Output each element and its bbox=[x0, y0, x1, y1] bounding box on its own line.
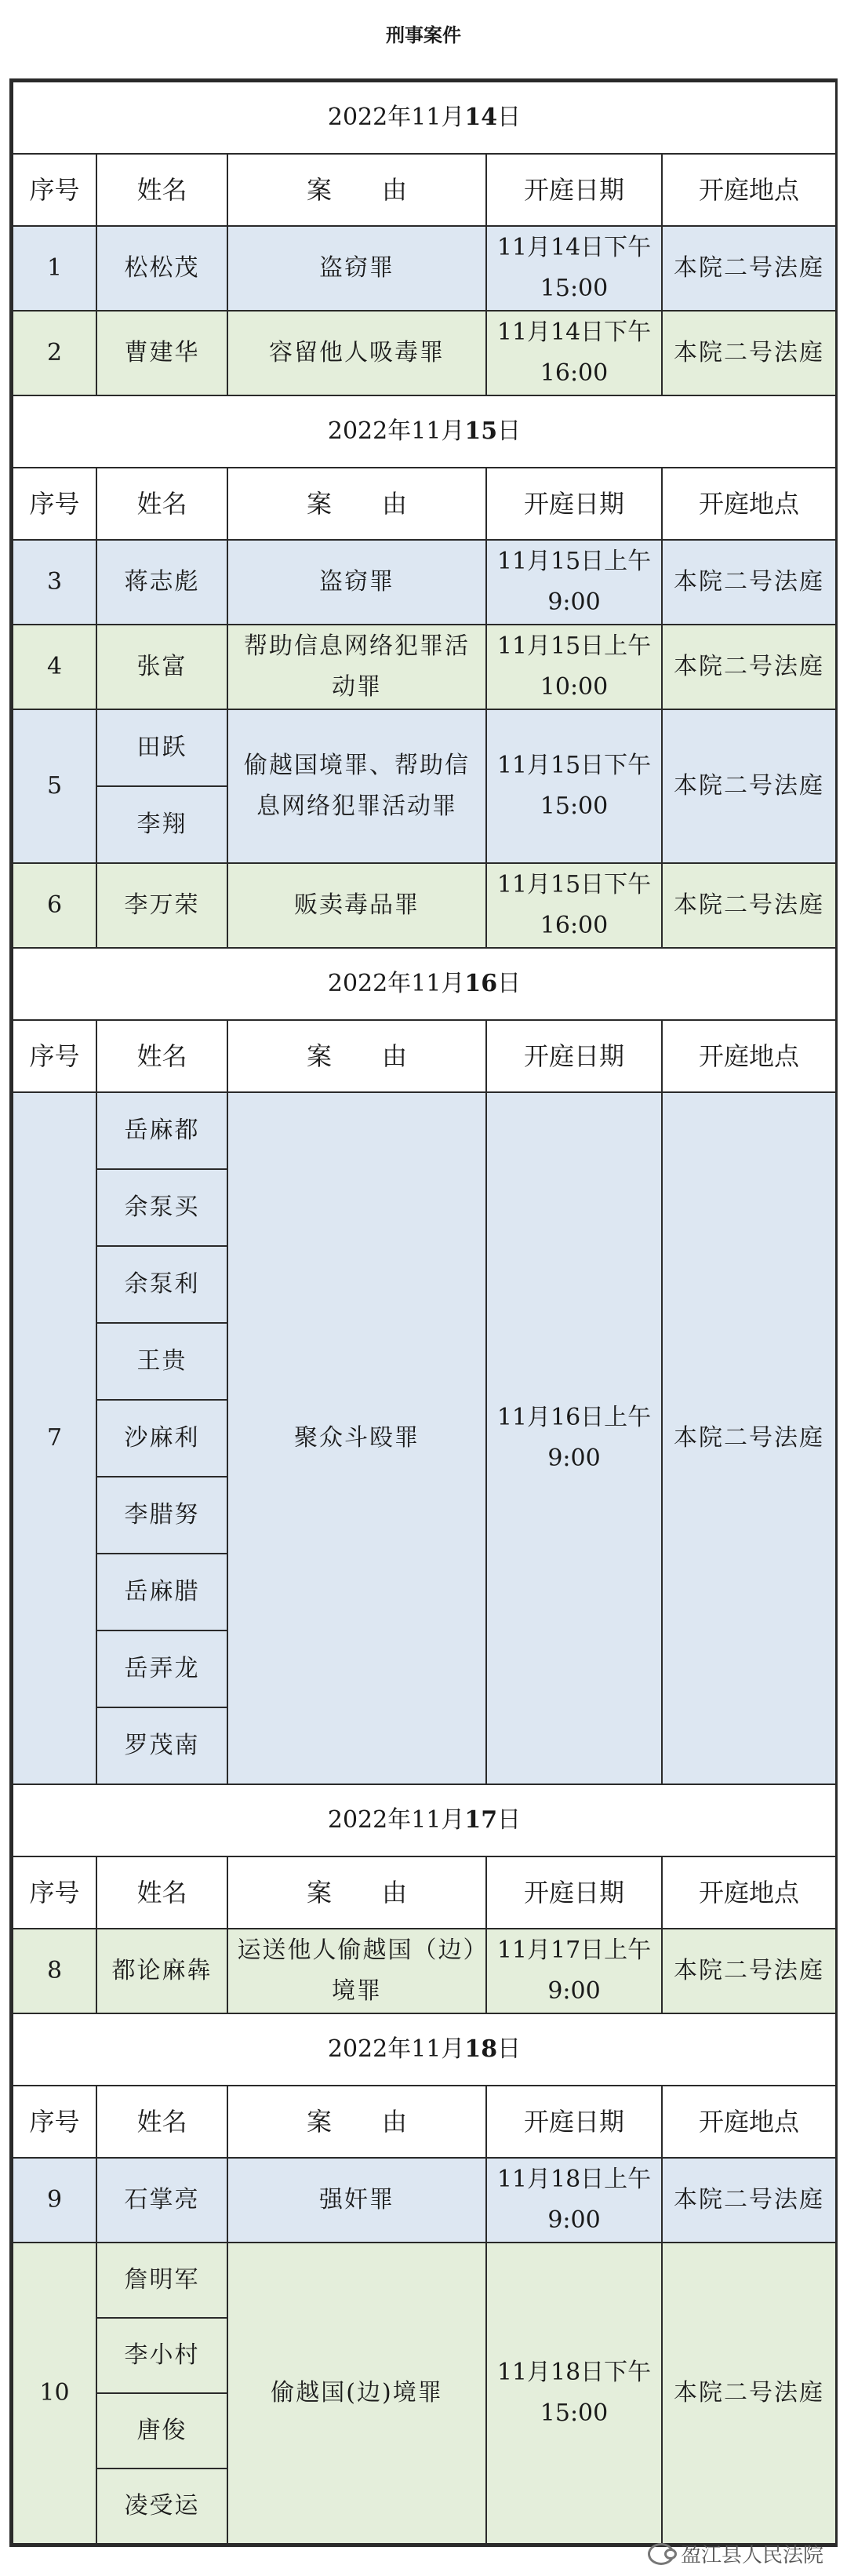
defendant-name: 罗茂南 bbox=[96, 1707, 227, 1784]
case-no: 6 bbox=[13, 863, 96, 948]
defendant-name: 余泵利 bbox=[96, 1246, 227, 1323]
date-section-header: 2022年11月18日 bbox=[13, 2013, 836, 2086]
defendant-name: 李万荣 bbox=[96, 863, 227, 948]
defendant-name: 蒋志彪 bbox=[96, 540, 227, 625]
defendant-name: 岳麻都 bbox=[96, 1092, 227, 1169]
col-header-cause: 案 由 bbox=[227, 1020, 486, 1092]
date-section-header: 2022年11月14日 bbox=[13, 82, 836, 154]
hearing-place: 本院二号法庭 bbox=[662, 2243, 836, 2544]
defendant-name: 岳麻腊 bbox=[96, 1554, 227, 1630]
case-no: 1 bbox=[13, 226, 96, 311]
col-header-date: 开庭日期 bbox=[486, 468, 662, 540]
column-header-row bbox=[13, 154, 836, 226]
col-header-no: 序号 bbox=[13, 1020, 96, 1092]
case-cause: 盗窃罪 bbox=[227, 226, 486, 311]
defendant-name: 松松茂 bbox=[96, 226, 227, 311]
hearing-time: 11月15日上午9:00 bbox=[486, 540, 662, 625]
case-cause: 偷越国境罪、帮助信息网络犯罪活动罪 bbox=[227, 709, 486, 863]
case-row bbox=[13, 311, 836, 395]
column-header-row bbox=[13, 1856, 836, 1929]
defendant-name: 李腊努 bbox=[96, 1477, 227, 1554]
case-no: 9 bbox=[13, 2158, 96, 2243]
hearing-place: 本院二号法庭 bbox=[662, 709, 836, 863]
case-row bbox=[13, 2243, 836, 2318]
case-cause: 强奸罪 bbox=[227, 2158, 486, 2243]
col-header-no: 序号 bbox=[13, 2086, 96, 2158]
hearing-place: 本院二号法庭 bbox=[662, 540, 836, 625]
case-cause: 帮助信息网络犯罪活动罪 bbox=[227, 625, 486, 709]
date-section-header: 2022年11月15日 bbox=[13, 395, 836, 468]
hearing-time: 11月16日上午9:00 bbox=[486, 1092, 662, 1784]
hearing-time: 11月17日上午9:00 bbox=[486, 1929, 662, 2013]
defendant-name: 张富 bbox=[96, 625, 227, 709]
col-header-date: 开庭日期 bbox=[486, 1020, 662, 1092]
watermark bbox=[648, 2539, 823, 2568]
defendant-name: 都论麻犇 bbox=[96, 1929, 227, 2013]
col-header-name: 姓名 bbox=[96, 1856, 227, 1929]
hearing-time: 11月15日上午10:00 bbox=[486, 625, 662, 709]
hearing-time: 11月18日上午9:00 bbox=[486, 2158, 662, 2243]
column-header-row bbox=[13, 468, 836, 540]
case-cause: 聚众斗殴罪 bbox=[227, 1092, 486, 1784]
defendant-name: 岳弄龙 bbox=[96, 1630, 227, 1707]
hearing-place: 本院二号法庭 bbox=[662, 1929, 836, 2013]
defendant-name: 石掌亮 bbox=[96, 2158, 227, 2243]
defendant-name: 沙麻利 bbox=[96, 1400, 227, 1477]
date-section-header: 2022年11月17日 bbox=[13, 1784, 836, 1856]
case-row bbox=[13, 709, 836, 786]
col-header-place: 开庭地点 bbox=[662, 1856, 836, 1929]
case-cause: 容留他人吸毒罪 bbox=[227, 311, 486, 395]
case-no: 7 bbox=[13, 1092, 96, 1784]
hearing-time: 11月14日下午15:00 bbox=[486, 226, 662, 311]
col-header-date: 开庭日期 bbox=[486, 2086, 662, 2158]
case-row bbox=[13, 540, 836, 625]
col-header-no: 序号 bbox=[13, 154, 96, 226]
defendant-name: 田跃 bbox=[96, 709, 227, 786]
case-cause: 运送他人偷越国（边）境罪 bbox=[227, 1929, 486, 2013]
hearing-time: 11月14日下午16:00 bbox=[486, 311, 662, 395]
column-header-row bbox=[13, 2086, 836, 2158]
case-cause: 偷越国(边)境罪 bbox=[227, 2243, 486, 2544]
watermark-text: 盈江县人民法院 bbox=[680, 2544, 823, 2567]
case-cause: 盗窃罪 bbox=[227, 540, 486, 625]
case-row bbox=[13, 625, 836, 709]
hearing-place: 本院二号法庭 bbox=[662, 625, 836, 709]
case-row bbox=[13, 2158, 836, 2243]
case-schedule-table bbox=[9, 78, 838, 2547]
case-row bbox=[13, 1092, 836, 1169]
col-header-cause: 案 由 bbox=[227, 1856, 486, 1929]
date-section-header: 2022年11月16日 bbox=[13, 948, 836, 1020]
hearing-time: 11月15日下午15:00 bbox=[486, 709, 662, 863]
col-header-cause: 案 由 bbox=[227, 154, 486, 226]
case-no: 5 bbox=[13, 709, 96, 863]
defendant-name: 李小村 bbox=[96, 2318, 227, 2393]
defendant-name: 詹明军 bbox=[96, 2243, 227, 2318]
case-no: 10 bbox=[13, 2243, 96, 2544]
case-no: 3 bbox=[13, 540, 96, 625]
defendant-name: 王贵 bbox=[96, 1323, 227, 1400]
hearing-place: 本院二号法庭 bbox=[662, 226, 836, 311]
col-header-cause: 案 由 bbox=[227, 2086, 486, 2158]
case-cause: 贩卖毒品罪 bbox=[227, 863, 486, 948]
case-row bbox=[13, 863, 836, 948]
defendant-name: 唐俊 bbox=[96, 2393, 227, 2469]
col-header-no: 序号 bbox=[13, 468, 96, 540]
case-no: 2 bbox=[13, 311, 96, 395]
hearing-place: 本院二号法庭 bbox=[662, 311, 836, 395]
col-header-place: 开庭地点 bbox=[662, 468, 836, 540]
case-row bbox=[13, 226, 836, 311]
case-no: 8 bbox=[13, 1929, 96, 2013]
col-header-place: 开庭地点 bbox=[662, 1020, 836, 1092]
case-no: 4 bbox=[13, 625, 96, 709]
defendant-name: 曹建华 bbox=[96, 311, 227, 395]
defendant-name: 李翔 bbox=[96, 786, 227, 863]
col-header-place: 开庭地点 bbox=[662, 154, 836, 226]
col-header-cause: 案 由 bbox=[227, 468, 486, 540]
page-title: 刑事案件 bbox=[386, 24, 461, 46]
col-header-name: 姓名 bbox=[96, 468, 227, 540]
col-header-place: 开庭地点 bbox=[662, 2086, 836, 2158]
defendant-name: 凌受运 bbox=[96, 2469, 227, 2544]
col-header-name: 姓名 bbox=[96, 154, 227, 226]
column-header-row bbox=[13, 1020, 836, 1092]
col-header-name: 姓名 bbox=[96, 1020, 227, 1092]
hearing-place: 本院二号法庭 bbox=[662, 863, 836, 948]
hearing-place: 本院二号法庭 bbox=[662, 1092, 836, 1784]
wechat-icon bbox=[648, 2543, 674, 2565]
defendant-name: 余泵买 bbox=[96, 1169, 227, 1246]
col-header-date: 开庭日期 bbox=[486, 1856, 662, 1929]
case-row bbox=[13, 1929, 836, 2013]
col-header-name: 姓名 bbox=[96, 2086, 227, 2158]
hearing-place: 本院二号法庭 bbox=[662, 2158, 836, 2243]
hearing-time: 11月15日下午16:00 bbox=[486, 863, 662, 948]
col-header-no: 序号 bbox=[13, 1856, 96, 1929]
hearing-time: 11月18日下午15:00 bbox=[486, 2243, 662, 2544]
col-header-date: 开庭日期 bbox=[486, 154, 662, 226]
